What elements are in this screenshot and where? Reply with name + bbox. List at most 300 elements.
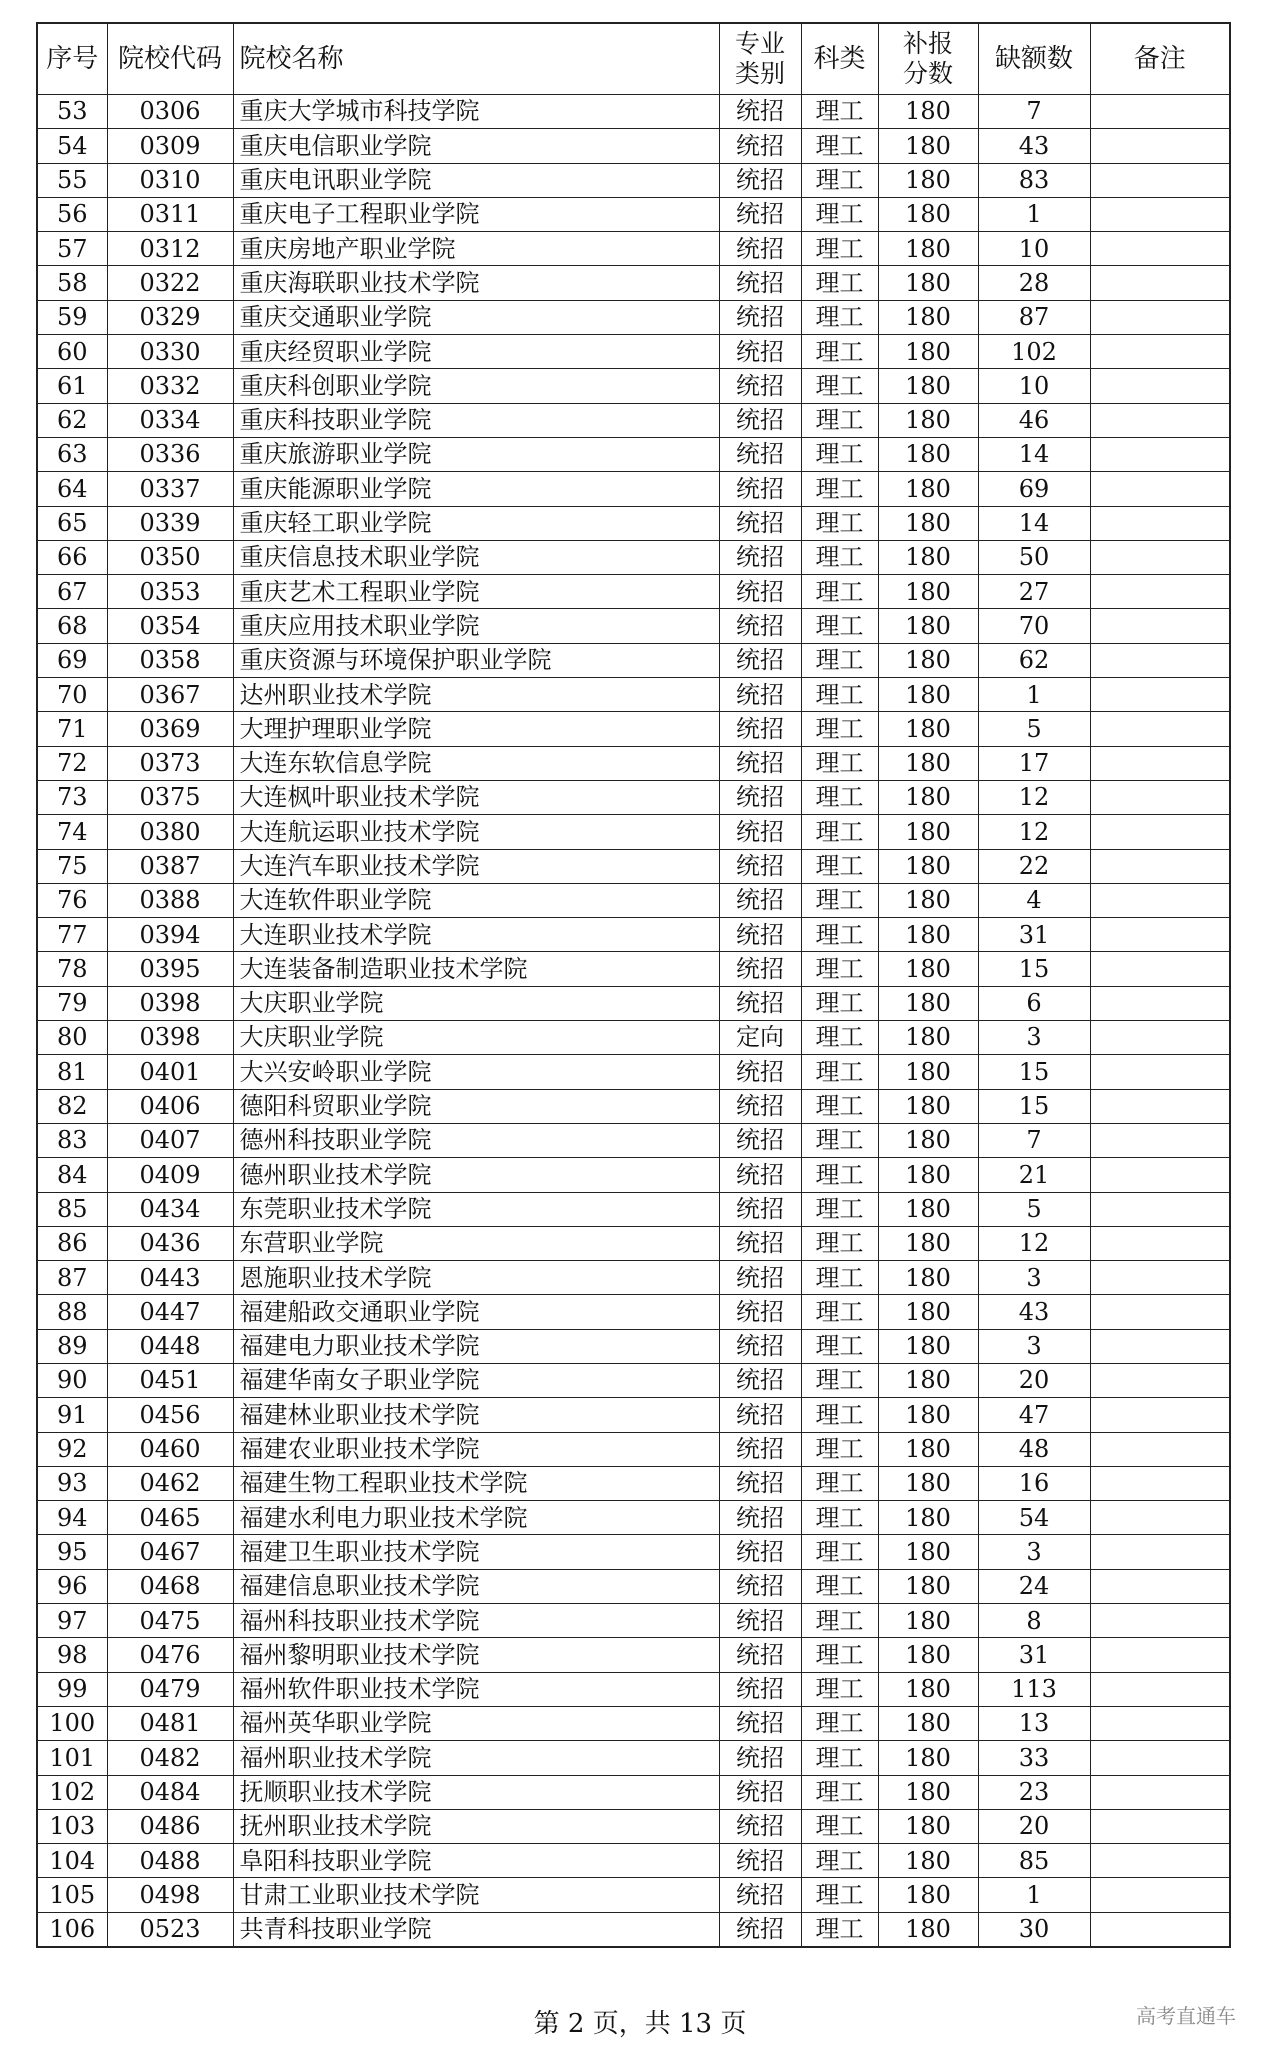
cell-name: 大理护理职业学院: [233, 712, 719, 746]
cell-subject: 理工: [801, 952, 878, 986]
cell-name: 甘肃工业职业技术学院: [233, 1878, 719, 1912]
cell-category: 统招: [719, 746, 801, 780]
cell-seq: 105: [37, 1878, 107, 1912]
cell-code: 0484: [107, 1775, 233, 1809]
cell-seq: 96: [37, 1569, 107, 1603]
table-row: [37, 1055, 1230, 1089]
cell-note: [1090, 1741, 1230, 1775]
header-code: 院校代码: [107, 23, 233, 95]
cell-seq: 58: [37, 266, 107, 300]
cell-vacancy: 31: [978, 1638, 1090, 1672]
table-row: [37, 746, 1230, 780]
cell-seq: 91: [37, 1398, 107, 1432]
cell-code: 0339: [107, 506, 233, 540]
table-row: [37, 1123, 1230, 1157]
cell-category: 统招: [719, 1604, 801, 1638]
cell-subject: 理工: [801, 197, 878, 231]
cell-note: [1090, 1569, 1230, 1603]
cell-note: [1090, 1672, 1230, 1706]
table-row: [37, 1844, 1230, 1878]
table-row: [37, 1432, 1230, 1466]
cell-seq: 62: [37, 403, 107, 437]
cell-category: 统招: [719, 95, 801, 129]
header-vacancy: 缺额数: [978, 23, 1090, 95]
cell-name: 抚州职业技术学院: [233, 1809, 719, 1843]
cell-subject: 理工: [801, 575, 878, 609]
cell-vacancy: 24: [978, 1569, 1090, 1603]
cell-code: 0401: [107, 1055, 233, 1089]
cell-score: 180: [878, 1089, 978, 1123]
cell-name: 重庆科创职业学院: [233, 369, 719, 403]
cell-subject: 理工: [801, 437, 878, 471]
cell-code: 0460: [107, 1432, 233, 1466]
cell-vacancy: 15: [978, 1089, 1090, 1123]
cell-vacancy: 23: [978, 1775, 1090, 1809]
cell-score: 180: [878, 1295, 978, 1329]
cell-name: 大连装备制造职业技术学院: [233, 952, 719, 986]
cell-subject: 理工: [801, 1363, 878, 1397]
cell-category: 统招: [719, 1261, 801, 1295]
cell-vacancy: 20: [978, 1363, 1090, 1397]
cell-subject: 理工: [801, 1809, 878, 1843]
cell-seq: 81: [37, 1055, 107, 1089]
cell-name: 福建华南女子职业学院: [233, 1363, 719, 1397]
table-row: [37, 1466, 1230, 1500]
cell-subject: 理工: [801, 1844, 878, 1878]
cell-note: [1090, 780, 1230, 814]
cell-subject: 理工: [801, 1604, 878, 1638]
cell-code: 0479: [107, 1672, 233, 1706]
cell-subject: 理工: [801, 918, 878, 952]
cell-name: 阜阳科技职业学院: [233, 1844, 719, 1878]
cell-subject: 理工: [801, 335, 878, 369]
cell-code: 0451: [107, 1363, 233, 1397]
table-row: [37, 1809, 1230, 1843]
cell-name: 东营职业学院: [233, 1226, 719, 1260]
cell-code: 0481: [107, 1706, 233, 1740]
cell-subject: 理工: [801, 1261, 878, 1295]
cell-name: 福建林业职业技术学院: [233, 1398, 719, 1432]
cell-category: 统招: [719, 1775, 801, 1809]
cell-seq: 79: [37, 986, 107, 1020]
table-row: [37, 883, 1230, 917]
cell-category: 统招: [719, 1055, 801, 1089]
table-row: [37, 437, 1230, 471]
cell-category: 统招: [719, 609, 801, 643]
cell-note: [1090, 1501, 1230, 1535]
cell-score: 180: [878, 95, 978, 129]
cell-subject: 理工: [801, 609, 878, 643]
cell-vacancy: 1: [978, 197, 1090, 231]
cell-code: 0312: [107, 232, 233, 266]
cell-name: 重庆应用技术职业学院: [233, 609, 719, 643]
cell-code: 0468: [107, 1569, 233, 1603]
cell-note: [1090, 1021, 1230, 1055]
cell-seq: 60: [37, 335, 107, 369]
cell-name: 大兴安岭职业学院: [233, 1055, 719, 1089]
cell-category: 统招: [719, 1844, 801, 1878]
cell-note: [1090, 266, 1230, 300]
cell-subject: 理工: [801, 1158, 878, 1192]
cell-seq: 80: [37, 1021, 107, 1055]
cell-name: 重庆房地产职业学院: [233, 232, 719, 266]
cell-subject: 理工: [801, 1192, 878, 1226]
cell-score: 180: [878, 1432, 978, 1466]
cell-code: 0395: [107, 952, 233, 986]
cell-vacancy: 12: [978, 815, 1090, 849]
cell-note: [1090, 163, 1230, 197]
cell-note: [1090, 643, 1230, 677]
cell-subject: 理工: [801, 1775, 878, 1809]
cell-seq: 74: [37, 815, 107, 849]
cell-score: 180: [878, 1775, 978, 1809]
cell-name: 重庆艺术工程职业学院: [233, 575, 719, 609]
cell-name: 重庆轻工职业学院: [233, 506, 719, 540]
cell-code: 0394: [107, 918, 233, 952]
cell-seq: 69: [37, 643, 107, 677]
cell-score: 180: [878, 986, 978, 1020]
table-row: [37, 1329, 1230, 1363]
cell-name: 大连软件职业学院: [233, 883, 719, 917]
table-row: [37, 1878, 1230, 1912]
cell-seq: 73: [37, 780, 107, 814]
cell-code: 0322: [107, 266, 233, 300]
cell-note: [1090, 472, 1230, 506]
cell-seq: 72: [37, 746, 107, 780]
cell-seq: 87: [37, 1261, 107, 1295]
cell-subject: 理工: [801, 849, 878, 883]
header-note: 备注: [1090, 23, 1230, 95]
cell-seq: 67: [37, 575, 107, 609]
cell-subject: 理工: [801, 1741, 878, 1775]
cell-score: 180: [878, 575, 978, 609]
cell-code: 0353: [107, 575, 233, 609]
cell-score: 180: [878, 815, 978, 849]
cell-score: 180: [878, 1021, 978, 1055]
cell-category: 统招: [719, 1089, 801, 1123]
table-row: [37, 952, 1230, 986]
cell-subject: 理工: [801, 540, 878, 574]
cell-note: [1090, 437, 1230, 471]
admissions-table: [36, 22, 1231, 1948]
header-seq: 序号: [37, 23, 107, 95]
cell-name: 重庆科技职业学院: [233, 403, 719, 437]
cell-code: 0447: [107, 1295, 233, 1329]
cell-subject: 理工: [801, 678, 878, 712]
cell-note: [1090, 1912, 1230, 1947]
cell-category: 统招: [719, 1158, 801, 1192]
cell-category: 统招: [719, 232, 801, 266]
cell-seq: 86: [37, 1226, 107, 1260]
cell-name: 重庆海联职业技术学院: [233, 266, 719, 300]
cell-score: 180: [878, 540, 978, 574]
cell-code: 0482: [107, 1741, 233, 1775]
header-score: 补报 分数: [878, 23, 978, 95]
cell-code: 0456: [107, 1398, 233, 1432]
cell-seq: 100: [37, 1706, 107, 1740]
cell-seq: 68: [37, 609, 107, 643]
cell-name: 重庆交通职业学院: [233, 300, 719, 334]
cell-code: 0375: [107, 780, 233, 814]
cell-code: 0309: [107, 129, 233, 163]
cell-name: 重庆电信职业学院: [233, 129, 719, 163]
cell-category: 统招: [719, 1398, 801, 1432]
cell-score: 180: [878, 1329, 978, 1363]
cell-note: [1090, 1192, 1230, 1226]
cell-code: 0310: [107, 163, 233, 197]
cell-vacancy: 1: [978, 678, 1090, 712]
cell-score: 180: [878, 1158, 978, 1192]
cell-vacancy: 12: [978, 780, 1090, 814]
cell-name: 重庆旅游职业学院: [233, 437, 719, 471]
cell-seq: 101: [37, 1741, 107, 1775]
cell-subject: 理工: [801, 1569, 878, 1603]
cell-score: 180: [878, 952, 978, 986]
page-number: 第 2 页，共 13 页: [533, 2009, 747, 2039]
table-row: [37, 1672, 1230, 1706]
cell-seq: 77: [37, 918, 107, 952]
cell-note: [1090, 1123, 1230, 1157]
cell-note: [1090, 575, 1230, 609]
cell-note: [1090, 1466, 1230, 1500]
cell-score: 180: [878, 506, 978, 540]
cell-vacancy: 70: [978, 609, 1090, 643]
cell-vacancy: 113: [978, 1672, 1090, 1706]
cell-category: 定向: [719, 1021, 801, 1055]
cell-subject: 理工: [801, 1295, 878, 1329]
cell-category: 统招: [719, 1912, 801, 1947]
cell-name: 共青科技职业学院: [233, 1912, 719, 1947]
table-row: [37, 1775, 1230, 1809]
cell-vacancy: 17: [978, 746, 1090, 780]
cell-code: 0334: [107, 403, 233, 437]
cell-code: 0354: [107, 609, 233, 643]
table-row: [37, 678, 1230, 712]
cell-category: 统招: [719, 986, 801, 1020]
cell-score: 180: [878, 1912, 978, 1947]
table-row: [37, 472, 1230, 506]
cell-score: 180: [878, 883, 978, 917]
cell-vacancy: 14: [978, 437, 1090, 471]
table-row: [37, 232, 1230, 266]
cell-score: 180: [878, 472, 978, 506]
cell-category: 统招: [719, 1569, 801, 1603]
cell-note: [1090, 1878, 1230, 1912]
cell-seq: 98: [37, 1638, 107, 1672]
cell-score: 180: [878, 1844, 978, 1878]
table-row: [37, 1706, 1230, 1740]
table-row: [37, 1741, 1230, 1775]
cell-vacancy: 43: [978, 129, 1090, 163]
cell-note: [1090, 1638, 1230, 1672]
cell-note: [1090, 1844, 1230, 1878]
cell-name: 福州英华职业学院: [233, 1706, 719, 1740]
cell-vacancy: 102: [978, 335, 1090, 369]
table-row: [37, 986, 1230, 1020]
cell-note: [1090, 746, 1230, 780]
cell-note: [1090, 952, 1230, 986]
table-body: [37, 95, 1230, 1948]
cell-code: 0407: [107, 1123, 233, 1157]
cell-subject: 理工: [801, 746, 878, 780]
cell-code: 0406: [107, 1089, 233, 1123]
table-row: [37, 403, 1230, 437]
cell-subject: 理工: [801, 266, 878, 300]
cell-vacancy: 3: [978, 1261, 1090, 1295]
cell-score: 180: [878, 1672, 978, 1706]
cell-subject: 理工: [801, 883, 878, 917]
cell-category: 统招: [719, 472, 801, 506]
cell-score: 180: [878, 643, 978, 677]
cell-code: 0373: [107, 746, 233, 780]
cell-subject: 理工: [801, 815, 878, 849]
cell-name: 德州科技职业学院: [233, 1123, 719, 1157]
cell-vacancy: 85: [978, 1844, 1090, 1878]
cell-seq: 64: [37, 472, 107, 506]
cell-category: 统招: [719, 369, 801, 403]
table-header-row: [37, 23, 1230, 95]
table-row: [37, 369, 1230, 403]
table-row: [37, 712, 1230, 746]
cell-category: 统招: [719, 1192, 801, 1226]
table-row: [37, 1569, 1230, 1603]
cell-name: 抚顺职业技术学院: [233, 1775, 719, 1809]
cell-name: 福建水利电力职业技术学院: [233, 1501, 719, 1535]
cell-vacancy: 10: [978, 232, 1090, 266]
cell-category: 统招: [719, 540, 801, 574]
table-row: [37, 129, 1230, 163]
cell-code: 0306: [107, 95, 233, 129]
table-row: [37, 1912, 1230, 1947]
cell-score: 180: [878, 403, 978, 437]
cell-category: 统招: [719, 1329, 801, 1363]
table-row: [37, 575, 1230, 609]
cell-subject: 理工: [801, 780, 878, 814]
cell-score: 180: [878, 780, 978, 814]
cell-score: 180: [878, 609, 978, 643]
cell-seq: 61: [37, 369, 107, 403]
cell-name: 福州黎明职业技术学院: [233, 1638, 719, 1672]
cell-vacancy: 27: [978, 575, 1090, 609]
cell-name: 重庆能源职业学院: [233, 472, 719, 506]
table-row: [37, 300, 1230, 334]
cell-category: 统招: [719, 883, 801, 917]
cell-vacancy: 22: [978, 849, 1090, 883]
table-row: [37, 506, 1230, 540]
cell-code: 0336: [107, 437, 233, 471]
cell-subject: 理工: [801, 403, 878, 437]
cell-category: 统招: [719, 952, 801, 986]
cell-seq: 95: [37, 1535, 107, 1569]
cell-category: 统招: [719, 335, 801, 369]
cell-score: 180: [878, 1363, 978, 1397]
cell-vacancy: 62: [978, 643, 1090, 677]
cell-subject: 理工: [801, 506, 878, 540]
cell-vacancy: 14: [978, 506, 1090, 540]
cell-score: 180: [878, 163, 978, 197]
cell-score: 180: [878, 849, 978, 883]
header-name: 院校名称: [233, 23, 719, 95]
cell-name: 福建电力职业技术学院: [233, 1329, 719, 1363]
cell-category: 统招: [719, 197, 801, 231]
table-row: [37, 1226, 1230, 1260]
cell-seq: 84: [37, 1158, 107, 1192]
cell-code: 0358: [107, 643, 233, 677]
cell-score: 180: [878, 1226, 978, 1260]
cell-vacancy: 6: [978, 986, 1090, 1020]
cell-name: 达州职业技术学院: [233, 678, 719, 712]
cell-note: [1090, 1363, 1230, 1397]
cell-name: 重庆信息技术职业学院: [233, 540, 719, 574]
cell-seq: 55: [37, 163, 107, 197]
table-row: [37, 540, 1230, 574]
cell-note: [1090, 918, 1230, 952]
cell-seq: 103: [37, 1809, 107, 1843]
table-row: [37, 780, 1230, 814]
cell-category: 统招: [719, 1363, 801, 1397]
cell-category: 统招: [719, 780, 801, 814]
cell-note: [1090, 1432, 1230, 1466]
cell-code: 0388: [107, 883, 233, 917]
cell-vacancy: 5: [978, 1192, 1090, 1226]
cell-score: 180: [878, 1878, 978, 1912]
cell-seq: 106: [37, 1912, 107, 1947]
table-row: [37, 1398, 1230, 1432]
cell-vacancy: 47: [978, 1398, 1090, 1432]
cell-note: [1090, 369, 1230, 403]
cell-score: 180: [878, 1809, 978, 1843]
cell-subject: 理工: [801, 1021, 878, 1055]
table-row: [37, 1021, 1230, 1055]
cell-name: 福州科技职业技术学院: [233, 1604, 719, 1638]
table-row: [37, 1535, 1230, 1569]
header-subject: 科类: [801, 23, 878, 95]
cell-code: 0398: [107, 1021, 233, 1055]
table-row: [37, 197, 1230, 231]
cell-seq: 57: [37, 232, 107, 266]
cell-name: 重庆资源与环境保护职业学院: [233, 643, 719, 677]
cell-code: 0443: [107, 1261, 233, 1295]
cell-seq: 76: [37, 883, 107, 917]
cell-score: 180: [878, 1706, 978, 1740]
cell-seq: 63: [37, 437, 107, 471]
cell-code: 0476: [107, 1638, 233, 1672]
cell-code: 0409: [107, 1158, 233, 1192]
cell-code: 0465: [107, 1501, 233, 1535]
cell-code: 0448: [107, 1329, 233, 1363]
cell-subject: 理工: [801, 986, 878, 1020]
cell-score: 180: [878, 1569, 978, 1603]
cell-category: 统招: [719, 1809, 801, 1843]
cell-seq: 85: [37, 1192, 107, 1226]
cell-note: [1090, 883, 1230, 917]
cell-name: 福建船政交通职业学院: [233, 1295, 719, 1329]
cell-subject: 理工: [801, 1706, 878, 1740]
cell-subject: 理工: [801, 232, 878, 266]
cell-code: 0387: [107, 849, 233, 883]
cell-score: 180: [878, 1604, 978, 1638]
cell-category: 统招: [719, 1226, 801, 1260]
cell-subject: 理工: [801, 1089, 878, 1123]
cell-name: 福州软件职业技术学院: [233, 1672, 719, 1706]
cell-score: 180: [878, 918, 978, 952]
cell-note: [1090, 1706, 1230, 1740]
cell-vacancy: 3: [978, 1535, 1090, 1569]
cell-note: [1090, 1535, 1230, 1569]
cell-score: 180: [878, 437, 978, 471]
cell-code: 0462: [107, 1466, 233, 1500]
cell-code: 0367: [107, 678, 233, 712]
